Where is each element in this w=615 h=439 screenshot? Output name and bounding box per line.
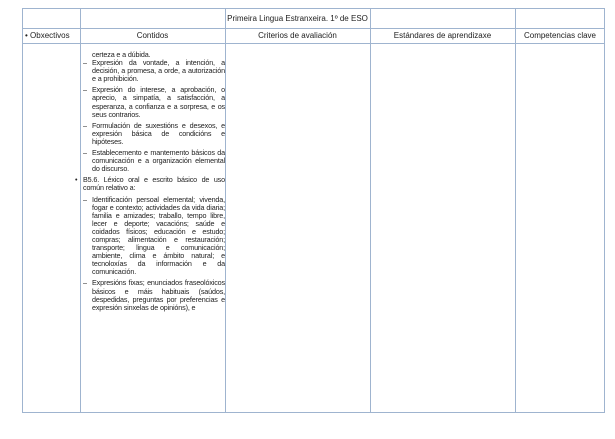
column-divider — [515, 9, 516, 412]
dash-marker: – — [83, 278, 87, 288]
contidos-cell — [75, 50, 225, 315]
dash-marker: – — [83, 85, 87, 95]
list-item — [83, 59, 225, 83]
list-item-text: Expresións fixas; enunciados fraseolóxicos básicos e máis habituais (saúdos, despedidas, preguntas por preferencias e expresión sinxelas de opinións), e — [92, 278, 225, 312]
header-estandares: Estándares de aprendizaxe — [393, 31, 492, 40]
dash-marker: – — [83, 194, 87, 204]
list-item — [83, 86, 225, 118]
list-item-text: Identificación persoal elemental; vivenda, fogar e contexto; actividades da vida diaria; familia e amizades; traballo, tempo libre, lecer e deporte; vacacións; saúde e coidados físicos; educación e estudo; compras; alimentación e restauración; transporte; lingua e comunicación; ambiente, clima e ámbito natural; e tecnoloxías da información e da comunicación. — [92, 194, 225, 277]
header-objectivos: • Obxectivos — [25, 31, 70, 40]
column-divider — [80, 9, 81, 412]
list-item-text: Expresión da vontade, a intención, a decisión, a promesa, a orde, a autorización e a prohibición. — [92, 58, 225, 84]
dash-marker: – — [83, 58, 87, 68]
dash-marker: – — [83, 148, 87, 158]
list-item-text: Formulación de suxestións e desexos, e expresión básica de condicións e hipóteses. — [92, 120, 225, 146]
list-item — [83, 196, 225, 277]
bullet-marker: • — [75, 175, 78, 185]
list-item-text: Expresión do interese, a aprobación, o aprecio, a simpatía, a satisfacción, a esperanza, a confianza e a sorpresa, e os seus contrarios. — [92, 85, 225, 119]
table-title: Primeira Lingua Estranxeira. 1º de ESO — [227, 14, 368, 23]
list-item — [83, 279, 225, 311]
row-divider — [23, 43, 604, 44]
list-item — [83, 149, 225, 173]
header-criterios: Criterios de avaliación — [258, 31, 337, 40]
list-item-text: Establecemento e mantemento básicos da comunicación e a organización elemental do discurso. — [92, 148, 225, 174]
column-divider — [225, 9, 226, 412]
list-item — [83, 122, 225, 146]
column-divider — [370, 9, 371, 412]
content-table — [22, 8, 605, 413]
dash-marker: – — [83, 120, 87, 130]
bullet-text: B5.6. Léxico oral e escrito básico de uso común relativo a: — [83, 175, 225, 193]
header-contidos: Contidos — [136, 31, 169, 40]
header-competencias: Competencias clave — [523, 31, 597, 40]
continuation-text: certeza e a dúbida. — [92, 50, 151, 59]
bullet-item — [74, 176, 225, 192]
